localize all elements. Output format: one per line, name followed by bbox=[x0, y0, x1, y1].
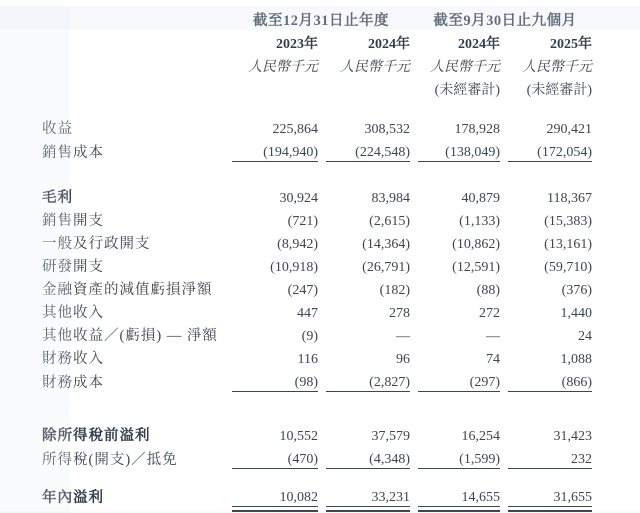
row-label: 銷售開支 bbox=[42, 212, 104, 229]
cell-value: (12,591) bbox=[452, 259, 500, 275]
row-label: 一般及行政開支 bbox=[42, 235, 151, 252]
spacer-cell bbox=[42, 469, 592, 483]
cell-value: (15,383) bbox=[544, 213, 592, 229]
year-header-2025-9m: 2025年 bbox=[550, 36, 592, 52]
cell-value: 10,082 bbox=[232, 483, 318, 507]
table-body bbox=[42, 115, 592, 507]
year-header-row bbox=[42, 30, 592, 53]
cell-value: 290,421 bbox=[546, 121, 592, 137]
spacer-cell bbox=[42, 392, 592, 422]
cell-value: (297) bbox=[418, 368, 500, 392]
spacer-cell bbox=[42, 162, 592, 184]
spacer-row bbox=[42, 469, 592, 483]
table-row bbox=[42, 138, 592, 162]
cell-value: (10,862) bbox=[452, 236, 500, 252]
table-row bbox=[42, 483, 592, 507]
cell-value: 31,655 bbox=[508, 483, 592, 507]
year-header-2024-9m: 2024年 bbox=[458, 36, 500, 52]
cell-value: 116 bbox=[297, 351, 318, 367]
cell-value: (13,161) bbox=[544, 236, 592, 252]
cell-value: (98) bbox=[232, 368, 318, 392]
row-label: 毛利 bbox=[42, 189, 73, 206]
table-row bbox=[42, 445, 592, 469]
cell-value: 24 bbox=[578, 328, 592, 344]
currency-unit: 人民幣千元 bbox=[522, 59, 592, 75]
table-row bbox=[42, 115, 592, 138]
income-statement-table bbox=[34, 6, 600, 507]
row-label: 所得稅(開支)／抵免 bbox=[42, 451, 178, 468]
cell-value: (721) bbox=[287, 213, 318, 229]
cell-value: 10,552 bbox=[279, 428, 318, 444]
currency-unit: 人民幣千元 bbox=[248, 59, 318, 75]
spacer-row bbox=[42, 99, 592, 115]
cell-value: 33,231 bbox=[326, 483, 410, 507]
cell-value: 14,655 bbox=[418, 483, 500, 507]
table-row bbox=[42, 299, 592, 322]
table-row bbox=[42, 184, 592, 207]
cell-value: (194,940) bbox=[232, 138, 318, 162]
cell-value: — bbox=[486, 328, 500, 344]
cell-value: 16,254 bbox=[461, 428, 500, 444]
cell-value: (2,615) bbox=[369, 213, 410, 229]
row-label: 銷售成本 bbox=[42, 144, 104, 161]
row-label: 除所得稅前溢利 bbox=[42, 427, 151, 444]
cell-value: (8,942) bbox=[277, 236, 318, 252]
period-group-nine-months: 截至9月30日止九個月 bbox=[433, 12, 577, 29]
cell-value: (138,049) bbox=[418, 138, 500, 162]
spacer-cell bbox=[42, 6, 224, 30]
cell-value: (866) bbox=[508, 368, 592, 392]
cell-value: (59,710) bbox=[544, 259, 592, 275]
spacer-cell bbox=[232, 76, 318, 99]
row-label: 收益 bbox=[42, 120, 73, 137]
cell-value: (1,133) bbox=[459, 213, 500, 229]
table-row bbox=[42, 276, 592, 299]
row-label: 其他收入 bbox=[42, 304, 104, 321]
spacer-cell bbox=[42, 30, 224, 53]
cell-value: 74 bbox=[486, 351, 500, 367]
period-header-row bbox=[42, 6, 592, 30]
row-label: 年內溢利 bbox=[42, 489, 104, 506]
cell-value: (182) bbox=[379, 282, 410, 298]
unaudited-note: (未經審計) bbox=[434, 82, 500, 98]
currency-unit: 人民幣千元 bbox=[340, 59, 410, 75]
cell-value: (9) bbox=[301, 328, 318, 344]
table-row bbox=[42, 422, 592, 445]
table-row bbox=[42, 207, 592, 230]
cell-value: (470) bbox=[232, 445, 318, 469]
row-label: 財務成本 bbox=[42, 374, 104, 391]
cell-value: 1,088 bbox=[560, 351, 592, 367]
unaudited-note: (未經審計) bbox=[526, 82, 592, 98]
cell-value: 40,879 bbox=[461, 190, 500, 206]
cell-value: (26,791) bbox=[362, 259, 410, 275]
spacer-cell bbox=[42, 53, 224, 76]
period-group-annual: 截至12月31日止年度 bbox=[253, 12, 389, 29]
cell-value: (247) bbox=[287, 282, 318, 298]
spacer-cell bbox=[326, 76, 410, 99]
table-row bbox=[42, 230, 592, 253]
cell-value: 308,532 bbox=[364, 121, 410, 137]
row-label: 財務收入 bbox=[42, 350, 104, 367]
spacer-row bbox=[42, 392, 592, 422]
table-row bbox=[42, 253, 592, 276]
cell-value: 83,984 bbox=[371, 190, 410, 206]
cell-value: 178,928 bbox=[454, 121, 500, 137]
table-row bbox=[42, 322, 592, 345]
cell-value: 1,440 bbox=[560, 305, 592, 321]
cell-value: (10,918) bbox=[270, 259, 318, 275]
cell-value: 278 bbox=[389, 305, 410, 321]
cell-value: — bbox=[396, 328, 410, 344]
cell-value: (172,054) bbox=[508, 138, 592, 162]
cell-value: (4,348) bbox=[326, 445, 410, 469]
year-header-2023: 2023年 bbox=[276, 36, 318, 52]
table-row bbox=[42, 345, 592, 368]
spacer-cell bbox=[42, 99, 592, 115]
cell-value: (376) bbox=[561, 282, 592, 298]
cell-value: (1,599) bbox=[418, 445, 500, 469]
cell-value: 447 bbox=[297, 305, 318, 321]
cell-value: 225,864 bbox=[272, 121, 318, 137]
cell-value: 31,423 bbox=[553, 428, 592, 444]
currency-unit: 人民幣千元 bbox=[430, 59, 500, 75]
cell-value: (88) bbox=[476, 282, 500, 298]
cell-value: 272 bbox=[479, 305, 500, 321]
cell-value: 118,367 bbox=[547, 190, 592, 206]
row-label: 研發開支 bbox=[42, 258, 104, 275]
year-header-2024: 2024年 bbox=[368, 36, 410, 52]
table-row bbox=[42, 368, 592, 392]
cell-value: (224,548) bbox=[326, 138, 410, 162]
cell-value: (14,364) bbox=[362, 236, 410, 252]
spacer-cell bbox=[42, 76, 224, 99]
cell-value: 30,924 bbox=[279, 190, 318, 206]
spacer-row bbox=[42, 162, 592, 184]
cell-value: 37,579 bbox=[371, 428, 410, 444]
cell-value: 96 bbox=[396, 351, 410, 367]
audit-note-row bbox=[42, 76, 592, 99]
row-label: 其他收益／(虧損) — 淨額 bbox=[42, 327, 218, 344]
row-label: 金融資產的減值虧損淨額 bbox=[42, 281, 213, 298]
currency-unit-row bbox=[42, 53, 592, 76]
cell-value: 232 bbox=[508, 445, 592, 469]
cell-value: (2,827) bbox=[326, 368, 410, 392]
